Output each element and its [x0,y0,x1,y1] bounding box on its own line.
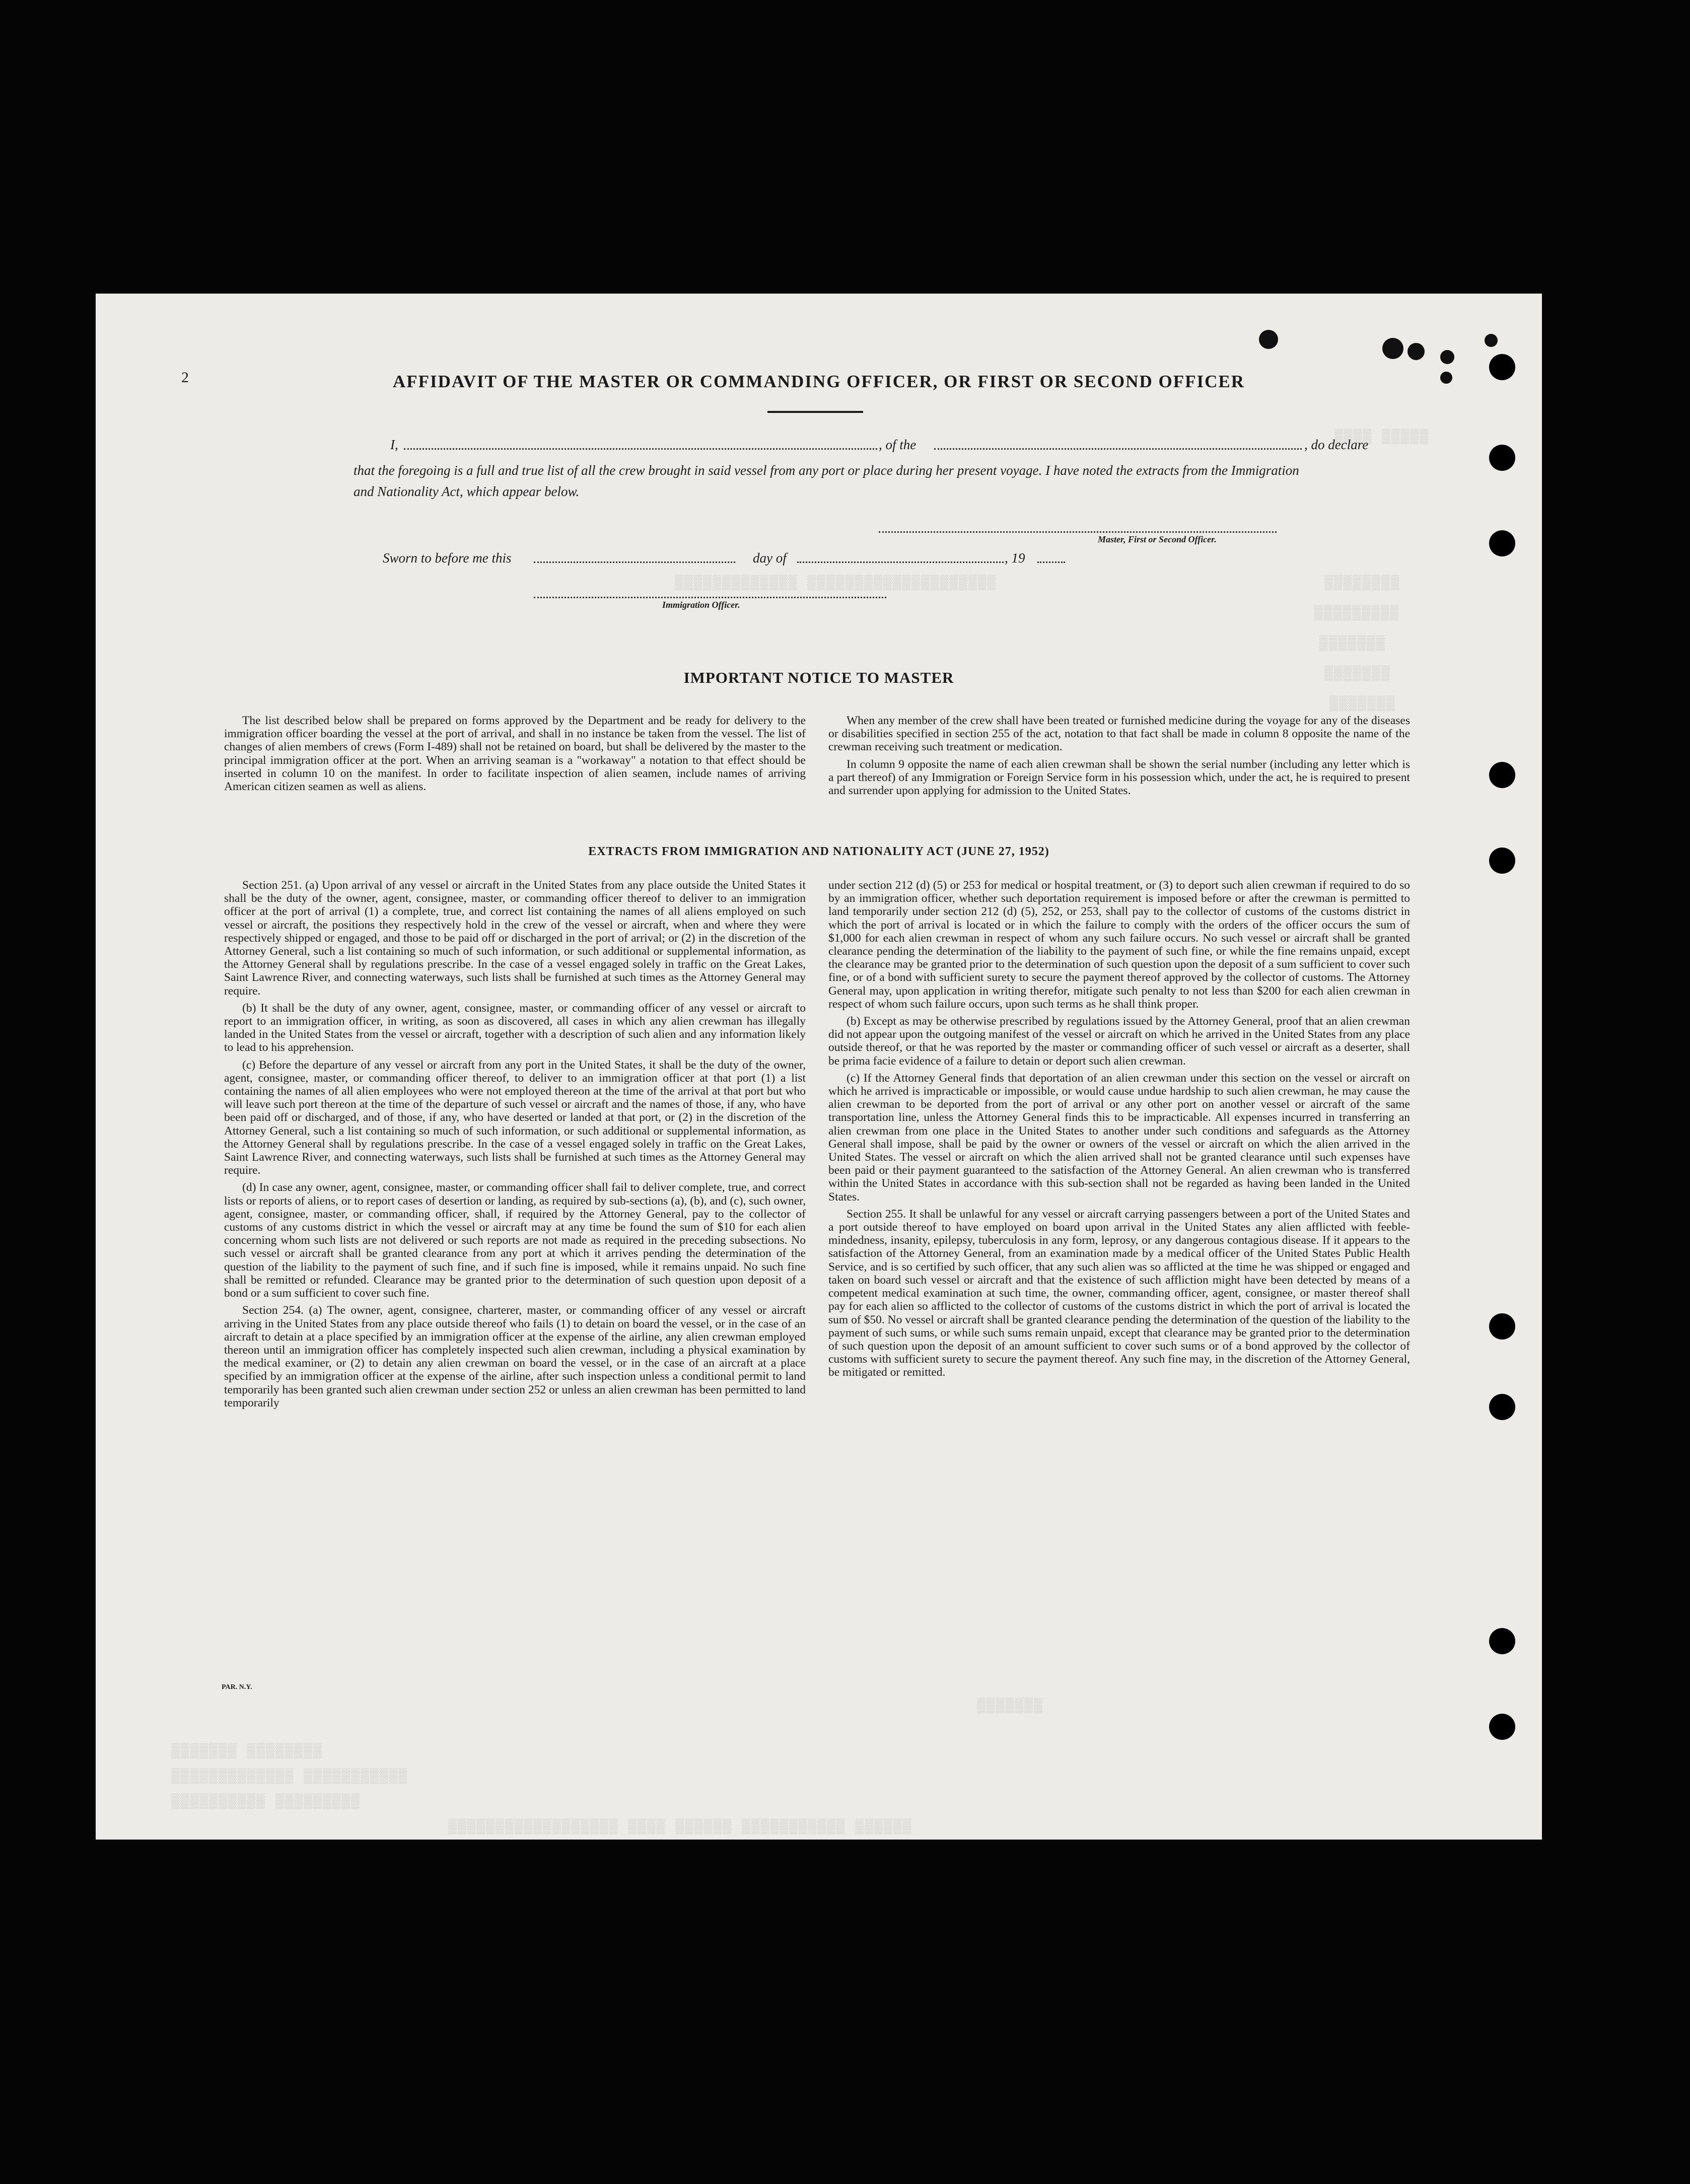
punch-hole [1489,1714,1515,1740]
bleed-through: ▒▒▒▒▒▒▒▒▒ [1314,606,1400,621]
bleed-through: ▒▒▒▒▒▒▒▒▒▒▒▒▒ ▒▒▒▒▒▒▒▒▒▒▒ [171,1769,408,1785]
bleed-through: ▒▒▒▒▒▒▒▒▒▒▒▒▒ ▒▒▒▒▒▒▒▒▒▒▒▒▒▒▒▒▒▒▒▒ [675,576,997,591]
notice-right-column [828,714,1410,801]
master-signature-label: Master, First or Second Officer. [1098,534,1217,544]
affidavit-of-the-label: , of the [879,437,917,452]
affidavit-do-declare-label: , do declare [1304,437,1369,452]
ink-blot [1485,334,1498,347]
document-page [96,294,1542,1840]
affidavit-statement: that the foregoing is a full and true list of all the crew brought in said vessel from any port or place during her present voyage. I have noted the extracts from the Immigration and Nationality Act, which appear below. [354,463,1299,499]
sworn-year-blank-line[interactable] [1037,560,1065,563]
bleed-through: ▒▒▒▒▒▒▒ ▒▒▒▒▒▒▒▒ [171,1744,323,1759]
extracts-right-column [828,879,1410,1383]
vessel-blank-line[interactable] [934,447,1302,450]
bleed-through: ▒▒▒▒ ▒▒▒▒▒ [1334,430,1430,445]
notice-paragraph: In column 9 opposite the name of each alien crewman shall be shown the serial number (including any letter which is a part thereof) of any Immigration or Foreign Service form in his possession which, under the act, he is required to present and surrender upon applying for admission to the United States. [828,757,1410,798]
punch-hole [1489,1313,1515,1340]
statute-paragraph: (c) Before the departure of any vessel or aircraft from any port in the United States, it shall be the duty of the owner, agent, consignee, master, or commanding officer thereof, to deliver to an immigration officer at that port (1) a list containing the names of all alien employees who were not employed thereon at the time of the arrival at that port but who will leave such port thereon at the time of the departure of such vessel or aircraft and the names of those, if any, who have been paid off or discharged, and of those, if any, who have deserted or landed at that port, or (2) in the discretion of the Attorney General, such a list containing so much of such information, or such additional or supplemental information, as the Attorney General shall by regulations prescribe. In the case of a vessel engaged solely in traffic on the Great Lakes, Saint Lawrence River, and connecting waterways, such lists shall be furnished at such times as the Attorney General may require. [224,1058,806,1177]
master-signature-line[interactable] [879,530,1277,533]
page-title: AFFIDAVIT OF THE MASTER OR COMMANDING OFFICER, OR FIRST OR SECOND OFFICER [393,372,1245,391]
notice-title: IMPORTANT NOTICE TO MASTER [683,669,954,686]
punch-hole [1489,762,1515,788]
bleed-through: ▒▒▒▒▒▒▒ [1319,636,1386,652]
statute-paragraph: (b) It shall be the duty of any owner, agent, consignee, master, or commanding officer of any vessel or aircraft to report to an immigration officer, in writing, as soon as discovered, all cases in which any alien crewman has illegally landed in the United States from the vessel or aircraft, together with a description of such alien and any information likely to lead to his apprehension. [224,1001,806,1054]
punch-hole [1489,530,1515,556]
officer-signature-label: Immigration Officer. [662,600,740,610]
ink-blot [1407,343,1425,360]
punch-hole [1489,1628,1515,1654]
statute-paragraph: (c) If the Attorney General finds that deportation of an alien crewman under this section on the vessel or aircraft on which he arrived is impracticable or impossible, or would cause undue hardship to such alien crewman, he may cause the alien crewman to be deported from the port of arrival or any other port on another vessel or aircraft of the same transportation line, unless the Attorney General finds this to be impracticable. All expenses incurred in transferring an alien crewman from one place in the United States to another under such conditions and safeguards as the Attorney General shall impose, shall be paid by the owner or owners of the vessel or aircraft on which the alien arrived in the United States. The vessel or aircraft on which the alien arrived shall not be granted clearance until such expenses have been paid or their payment guaranteed to the satisfaction of the Attorney General. An alien crewman who is transferred within the United States in accordance with this sub-section shall not be regarded as having been landed in the United States. [828,1071,1410,1204]
sworn-day-blank-line[interactable] [534,560,735,563]
statute-paragraph: Section 255. It shall be unlawful for any vessel or aircraft carrying passengers between a port of the United States and a port outside thereof to have employed on board upon arrival in the United States any alien afflicted with feeble-mindedness, insanity, epilepsy, tuberculosis in any form, leprosy, or any dangerous contagious disease. If it appears to the satisfaction of the Attorney General, from an examination made by a medical officer of the United States Public Health Service, and is so certified by such officer, that any such alien was so afflicted at the time he was shipped or engaged and taken on board such vessel or aircraft and that the existence of such affliction might have been detected by means of a competent medical examination at such time, the owner, commanding officer, agent, consignee, or master thereof shall pay for each alien so afflicted to the collector of customs of the customs district in which the port of arrival is located the sum of $50. No vessel or aircraft shall be granted clearance pending the determination of the question of the liability to the payment of such sums, or while such sums remain unpaid, except that clearance may be granted prior to the determination of such question upon the deposit of an amount sufficient to cover such sums or of a bond approved by the collector of customs with sufficient surety to secure the payment thereof. Any such fine may, in the discretion of the Attorney General, be mitigated or remitted. [828,1207,1410,1379]
punch-hole [1489,445,1515,471]
punch-hole [1489,1394,1515,1420]
affidavit-i-label: I, [390,437,398,452]
extracts-left-column [224,879,806,1414]
extracts-title: EXTRACTS FROM IMMIGRATION AND NATIONALITY ACT (JUNE 27, 1952) [588,845,1049,858]
year-label: , 19 [1005,550,1025,566]
day-of-label: day of [753,550,787,566]
ink-blot [1259,330,1278,349]
title-divider [767,411,863,413]
bleed-through: ▒▒▒▒▒▒▒ [977,1699,1043,1714]
printer-mark: PAR. N.Y. [222,1683,252,1691]
name-blank-line[interactable] [404,447,877,450]
bleed-through: ▒▒▒▒▒▒▒▒▒▒ ▒▒▒▒▒▒▒▒▒ [171,1794,361,1810]
sworn-label: Sworn to before me this [383,550,512,566]
notice-paragraph: When any member of the crew shall have been treated or furnished medicine during the voyage for any of the diseases or disabilities specified in section 255 of the act, notation to that fact shall be made in column 8 opposite the name of the crewman receiving such treatment or medication. [828,714,1410,754]
notice-left-column [224,714,806,797]
statute-paragraph: Section 254. (a) The owner, agent, consignee, charterer, master, or commanding officer of any vessel or aircraft arriving in the United States from any place outside thereof who fails (1) to detain on board the vessel, or in the case of an aircraft to detain at a place specified by an immigration officer at the expense of the airline, any alien crewman employed thereon until an immigration officer has completely inspected such alien crewman, including a physical examination by the medical examiner, or (2) to detain any alien crewman on board the vessel, or in the case of an aircraft at a place specified by an immigration officer at the expense of the airline, after such inspection unless a conditional permit to land temporarily has been granted such alien crewman under section 252 or unless an alien crewman has been permitted to land temporarily [224,1304,806,1410]
ink-blot [1382,338,1403,359]
bleed-through: ▒▒▒▒▒▒▒▒ [1324,576,1400,591]
ink-blot [1440,350,1454,364]
bleed-through: ▒▒▒▒▒▒▒▒▒▒▒▒▒▒▒▒▒▒ ▒▒▒▒ ▒▒▒▒▒▒ ▒▒▒▒▒▒▒▒▒▒▒ ▒▒▒▒▒▒ [448,1819,912,1835]
statute-paragraph: (b) Except as may be otherwise prescribed by regulations issued by the Attorney General, proof that an alien crewman did not appear upon the outgoing manifest of the vessel or aircraft on which he arrived in the United States from any place outside thereof, or that he was reported by the master or commanding officer of such vessel or aircraft as a deserter, shall be prima facie evidence of a failure to detain or deport such alien crewman. [828,1015,1410,1068]
bleed-through: ▒▒▒▒▒▒▒ [1324,666,1391,682]
statute-paragraph: (d) In case any owner, agent, consignee, master, or commanding officer shall fail to deliver complete, true, and correct lists or reports of aliens, or to report cases of desertion or landing, as required by sub-sections (a), (b), and (c), such owner, agent, consignee, master, or commanding officer, shall, if required by the Attorney General, pay to the collector of customs of any customs district in which the vessel or aircraft may at any time be found the sum of $10 for each alien concerning whom such lists are not delivered or such reports are not made as required in the preceding subsections. No such vessel or aircraft shall be granted clearance from any port at which it arrives pending the determination of the question of the liability to the payment of such fine, and if such fine is imposed, while it remains unpaid. No such fine shall be remitted or refunded. Clearance may be granted prior to the determination of such question upon deposit of a bond or a sum sufficient to cover such fine. [224,1181,806,1300]
statute-paragraph: Section 251. (a) Upon arrival of any vessel or aircraft in the United States from any place outside the United States it shall be the duty of the owner, agent, consignee, master, or commanding officer thereof to deliver to an immigration officer at the port of arrival (1) a complete, true, and correct list containing the names of all aliens employed on such vessel or aircraft, the positions they respectively hold in the crew of the vessel or aircraft, when and where they were respectively shipped or engaged, and those to be paid off or discharged in the port of arrival; or (2) in the discretion of the Attorney General, such a list containing so much of such information, or such additional or supplemental information, as the Attorney General shall by regulations prescribe. In the case of a vessel engaged solely in traffic on the Great Lakes, Saint Lawrence River, and connecting waterways, such lists shall be furnished at such times as the Attorney General may require. [224,879,806,998]
statute-paragraph: under section 212 (d) (5) or 253 for medical or hospital treatment, or (3) to deport such alien crewman if required to do so by an immigration officer, whether such deportation requirement is imposed before or after the crewman is permitted to land temporarily under section 212 (d) (5), 252, or 253, shall pay to the collector of customs of the customs district in which the port of arrival is located or in which the failure to comply with the orders of the officer occurs the sum of $1,000 for each alien crewman in respect of whom any such failure occurs. No such vessel or aircraft shall be granted clearance pending the determination of the liability to the payment of such fine, or while the fine remains unpaid, except the clearance may be granted prior to the determination of such question upon the deposit of a sum sufficient to cover such fine, or of a bond with sufficient surety to secure the payment thereof approved by the collector of customs. The Attorney General may, upon application in writing therefor, mitigate such penalty to not less than $200 for each alien crewman in respect of whom such failure occurs, upon such terms as he shall think proper. [828,879,1410,1011]
notice-paragraph: The list described below shall be prepared on forms approved by the Department and be ready for delivery to the immigration officer boarding the vessel at the port of arrival, and shall in no instance be taken from the vessel. The list of changes of alien members of crews (Form I-489) shall not be retained on board, but shall be delivered by the master to the principal immigration officer at the port. When an arriving seaman is a "workaway" a notation to that effect should be inserted in column 10 on the manifest. In order to facilitate inspection of alien seamen, include names of arriving American citizen seamen as well as aliens. [224,714,806,794]
bleed-through: ▒▒▒▒▒▒▒ [1329,696,1396,712]
page-number: 2 [181,369,189,386]
sworn-month-blank-line[interactable] [797,560,1004,563]
officer-signature-line[interactable] [534,596,886,598]
